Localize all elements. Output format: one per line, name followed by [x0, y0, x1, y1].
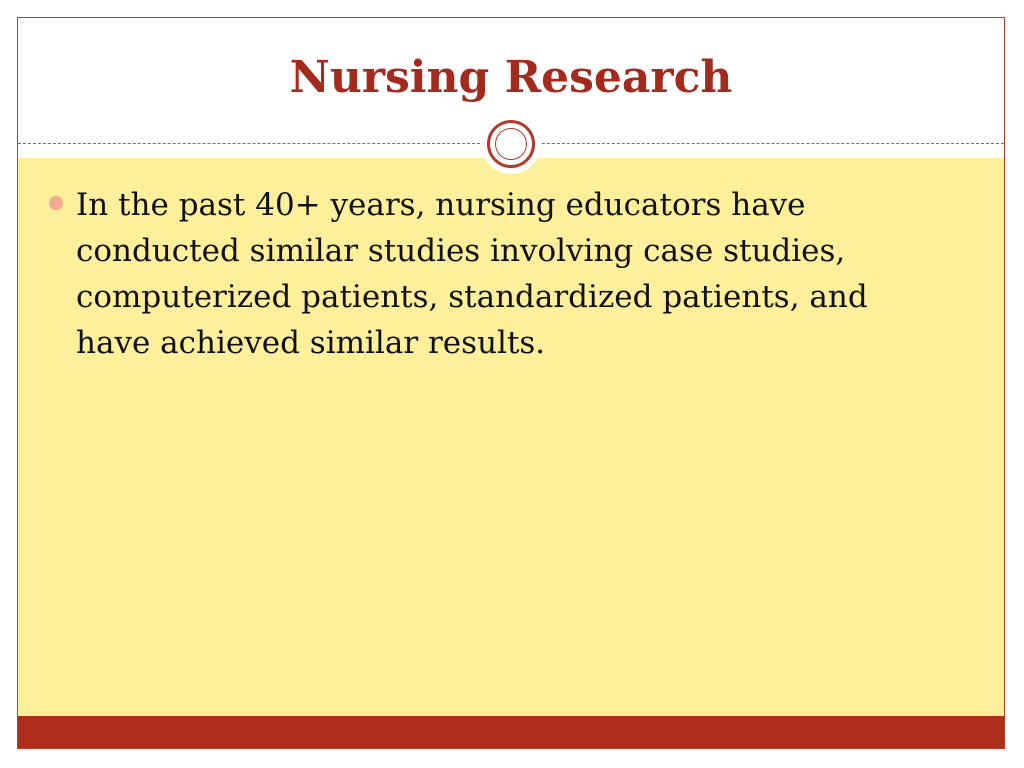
bullet-list	[18, 182, 1004, 366]
slide	[17, 17, 1005, 749]
slide-title: Nursing Research	[289, 52, 733, 103]
ornament-outer-ring	[487, 120, 535, 168]
bullet-item	[18, 182, 1004, 366]
circle-ornament-icon	[481, 114, 541, 174]
footer-bar	[18, 716, 1004, 749]
bullet-text: In the past 40+ years, nursing educators have conducted similar studies involving case studies, computerized patients, standardized patients, and have achieved similar results.	[76, 187, 868, 361]
ornament-inner-ring	[495, 128, 527, 160]
bullet-dot-icon	[49, 196, 63, 210]
